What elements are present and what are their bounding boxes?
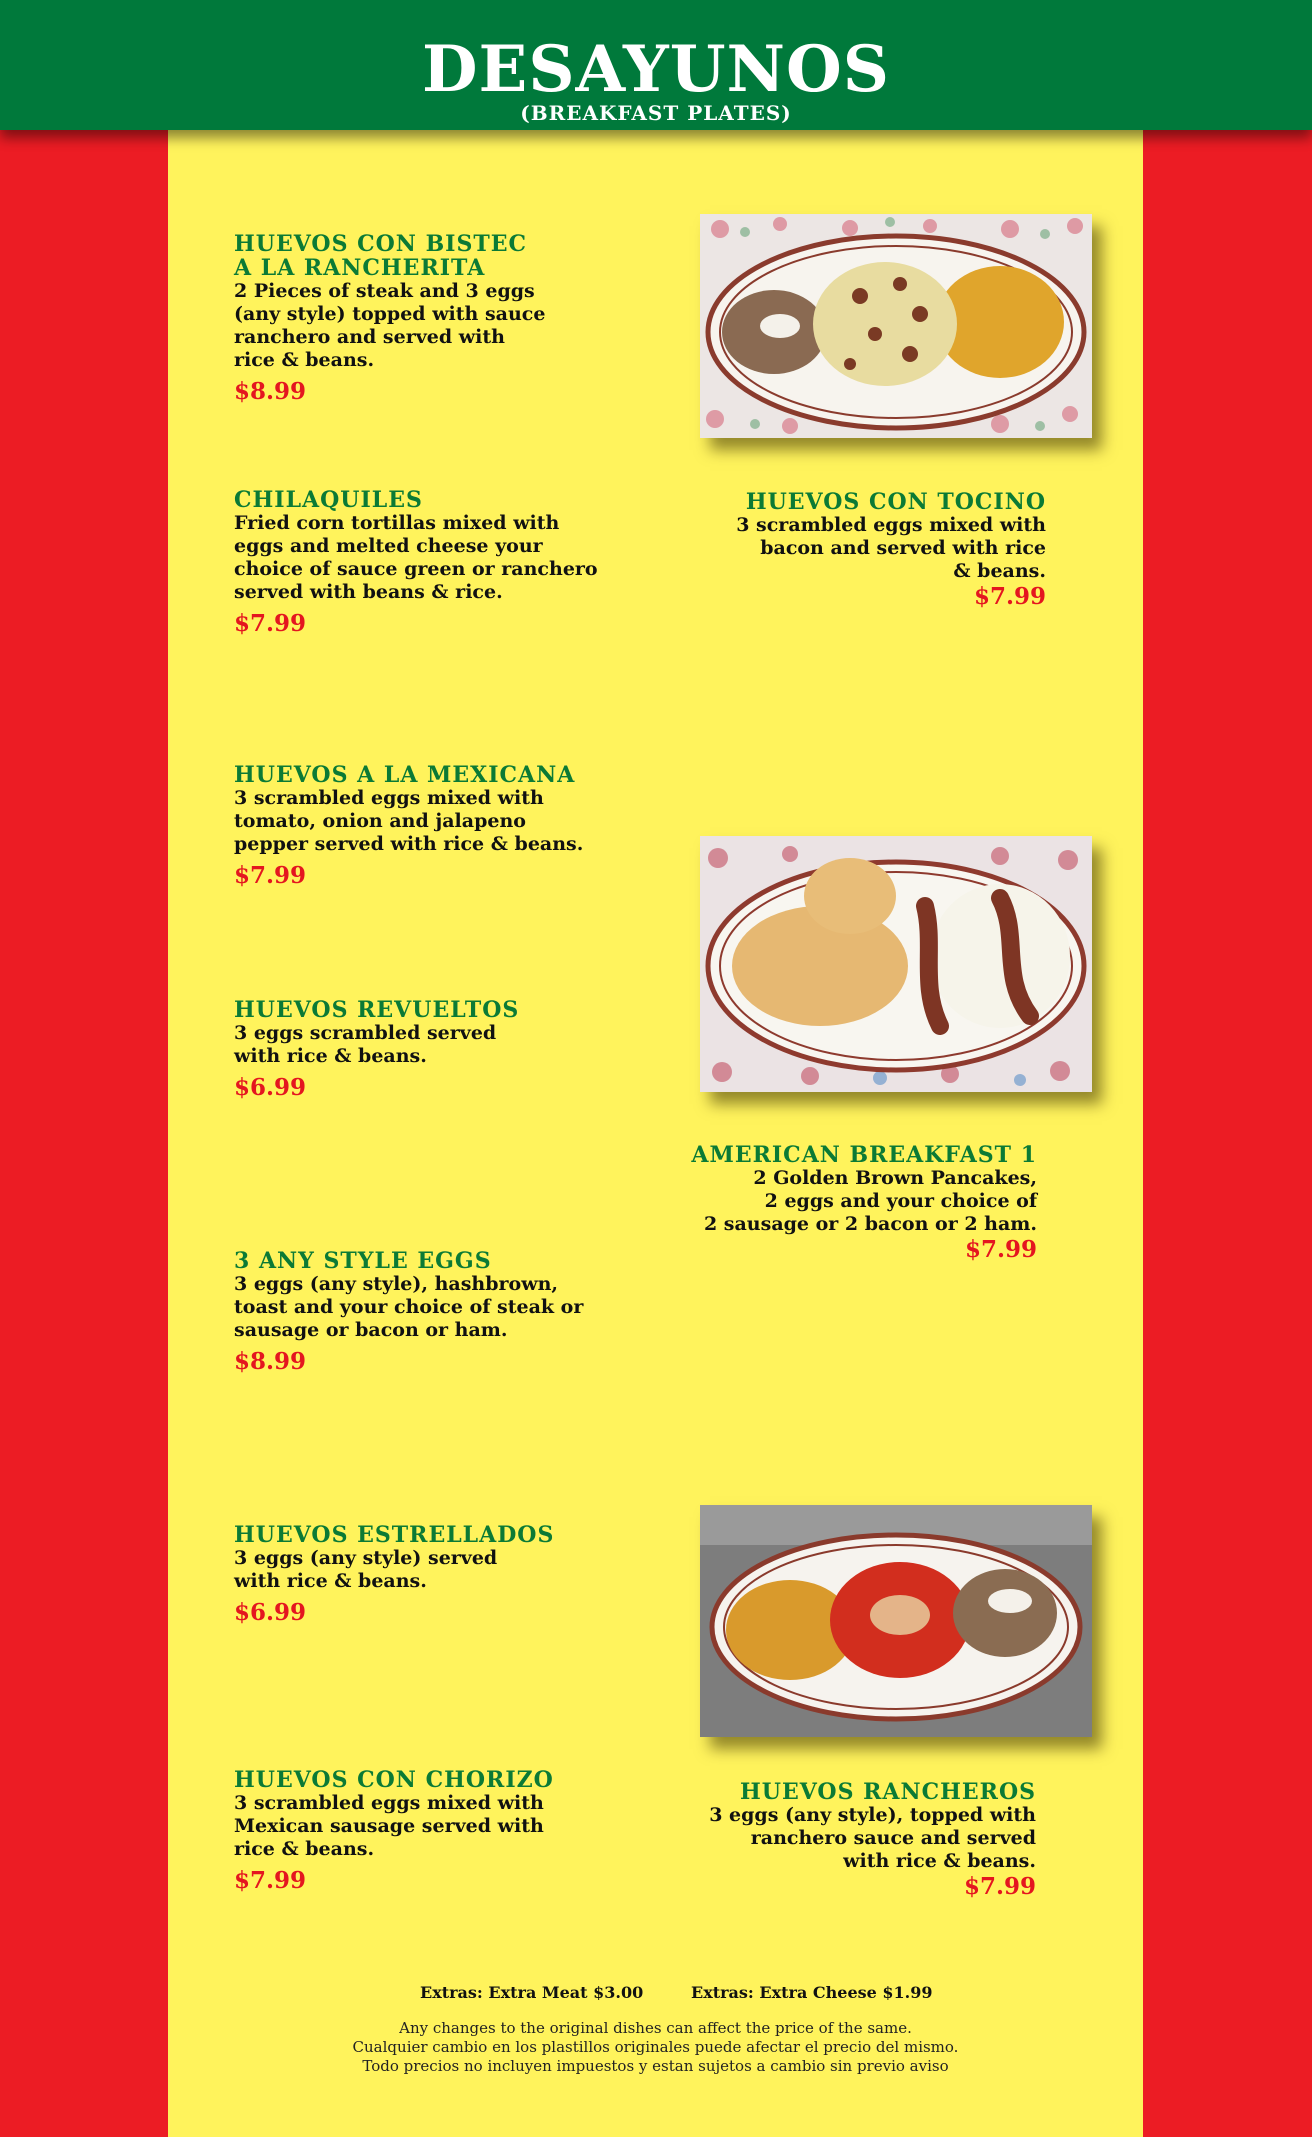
footer-line-spanish-1: Cualquier cambio en los plastillos originales puede afectar el precio del mismo.: [352, 2038, 959, 2056]
menu-title: DESAYUNOS: [422, 32, 890, 107]
menu-item-huevos-con-tocino: [736, 490, 1046, 610]
item-name: HUEVOS CON TOCINO: [745, 489, 1046, 515]
item-name: CHILAQUILES: [234, 487, 423, 513]
menu-item-huevos-con-chorizo: [234, 1768, 554, 1894]
footer-line-english: Any changes to the original dishes can affect the price of the same.: [399, 2019, 912, 2037]
footer-line-spanish-2: Todo precios no incluyen impuestos y estan sujetos a cambio sin previo aviso: [362, 2057, 949, 2075]
item-price: $8.99: [234, 378, 307, 405]
extras-meat: Extras: Extra Meat $3.00: [420, 1983, 644, 2002]
menu-item-huevos-rancheros: [709, 1780, 1036, 1900]
menu-item-chilaquiles: [234, 488, 598, 637]
menu-subtitle: (BREAKFAST PLATES): [520, 101, 792, 125]
item-description: 3 scrambled eggs mixed with bacon and served with rice & beans.: [736, 514, 1046, 582]
item-price: $6.99: [234, 1599, 307, 1626]
item-name: HUEVOS CON CHORIZO: [234, 1767, 554, 1793]
photo-american-breakfast: [700, 836, 1092, 1092]
item-name: HUEVOS CON BISTEC A LA RANCHERITA: [234, 231, 527, 281]
item-name: HUEVOS ESTRELLADOS: [234, 1522, 555, 1548]
item-description: 3 eggs (any style), topped with ranchero sauce and served with rice & beans.: [709, 1804, 1036, 1872]
extras-cheese: Extras: Extra Cheese $1.99: [691, 1983, 933, 2002]
item-price: $7.99: [963, 1873, 1036, 1900]
item-name: 3 ANY STYLE EGGS: [234, 1248, 492, 1274]
item-price: $7.99: [973, 583, 1046, 610]
item-description: 2 Golden Brown Pancakes, 2 eggs and your choice of 2 sausage or 2 bacon or 2 ham.: [703, 1167, 1037, 1235]
menu-item-huevos-revueltos: [234, 998, 519, 1101]
item-price: $7.99: [234, 610, 307, 637]
photo-huevos-con-bistec: [700, 214, 1092, 438]
item-description: Fried corn tortillas mixed with eggs and melted cheese your choice of sauce green or ranchero served with beans & rice.: [234, 512, 598, 603]
item-name: HUEVOS RANCHEROS: [740, 1779, 1036, 1805]
item-name: HUEVOS A LA MEXICANA: [234, 762, 576, 788]
item-description: 3 eggs (any style), hashbrown, toast and your choice of steak or sausage or bacon or ham.: [234, 1273, 584, 1341]
item-price: $7.99: [964, 1236, 1037, 1263]
item-description: 3 eggs scrambled served with rice & beans.: [234, 1022, 497, 1067]
menu-item-huevos-con-bistec: [234, 232, 545, 405]
item-description: 2 Pieces of steak and 3 eggs (any style) topped with sauce ranchero and served with rice & beans.: [234, 280, 546, 371]
menu-header: [0, 0, 1312, 130]
item-description: 3 eggs (any style) served with rice & beans.: [234, 1547, 498, 1592]
menu-item-american-breakfast-1: [691, 1143, 1037, 1263]
item-price: $6.99: [234, 1074, 307, 1101]
item-name: AMERICAN BREAKFAST 1: [691, 1142, 1037, 1168]
menu-item-huevos-estrellados: [234, 1523, 554, 1626]
item-price: $8.99: [234, 1348, 307, 1375]
footer-disclaimer: [168, 2019, 1143, 2076]
item-price: $7.99: [234, 862, 307, 889]
item-description: 3 scrambled eggs mixed with tomato, onion and jalapeno pepper served with rice & beans.: [234, 787, 584, 855]
item-name: HUEVOS REVUELTOS: [234, 997, 520, 1023]
item-price: $7.99: [234, 1867, 307, 1894]
menu-item-3-any-style-eggs: [234, 1249, 583, 1375]
item-description: 3 scrambled eggs mixed with Mexican sausage served with rice & beans.: [234, 1792, 544, 1860]
menu-item-huevos-a-la-mexicana: [234, 763, 583, 889]
photo-huevos-rancheros: [700, 1505, 1092, 1737]
